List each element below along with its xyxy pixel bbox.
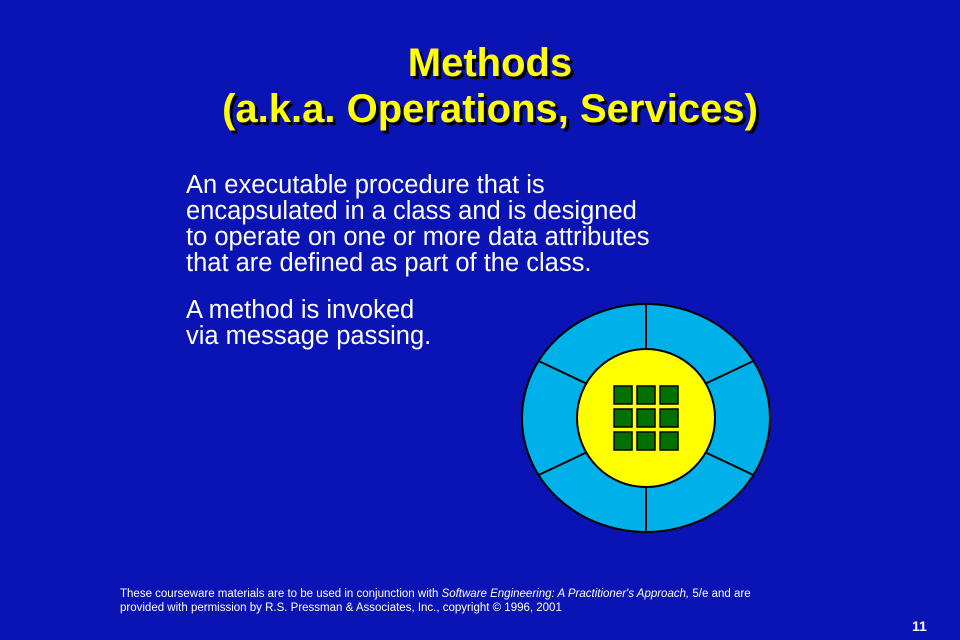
page-number: 11: [912, 618, 927, 634]
invocation-line: A method is invoked: [186, 296, 415, 324]
data-attribute-cell: [637, 409, 655, 427]
data-attribute-cell: [660, 409, 678, 427]
footer-text: provided with permission by R.S. Pressman & Associates, Inc., copyright © 1996, 2001: [120, 602, 562, 614]
data-attribute-cell: [660, 432, 678, 450]
data-attribute-cell: [614, 432, 632, 450]
data-attribute-cell: [660, 386, 678, 404]
data-attribute-cell: [637, 386, 655, 404]
data-attribute-cell: [614, 386, 632, 404]
footer-text: These courseware materials are to be used in conjunction with: [120, 588, 442, 600]
slide-title: [0, 40, 960, 132]
method-invocation: [186, 297, 431, 349]
footer-copyright: [120, 587, 751, 615]
title-line-1: Methods: [407, 41, 573, 85]
definition-line: An executable procedure that is: [186, 171, 545, 199]
definition-line: to operate on one or more data attributes: [186, 223, 650, 251]
data-attribute-cell: [614, 409, 632, 427]
method-definition: [186, 172, 650, 276]
data-attributes-grid: [614, 386, 678, 450]
footer-text: 5/e and are: [689, 588, 751, 600]
title-line-2: (a.k.a. Operations, Services): [222, 87, 758, 131]
invocation-line: via message passing.: [186, 322, 432, 350]
object-diagram: [520, 302, 772, 534]
definition-line: encapsulated in a class and is designed: [186, 197, 637, 225]
footer-book-title: Software Engineering: A Practitioner's Approach,: [441, 588, 690, 600]
data-attribute-cell: [637, 432, 655, 450]
definition-line: that are defined as part of the class.: [186, 249, 592, 277]
